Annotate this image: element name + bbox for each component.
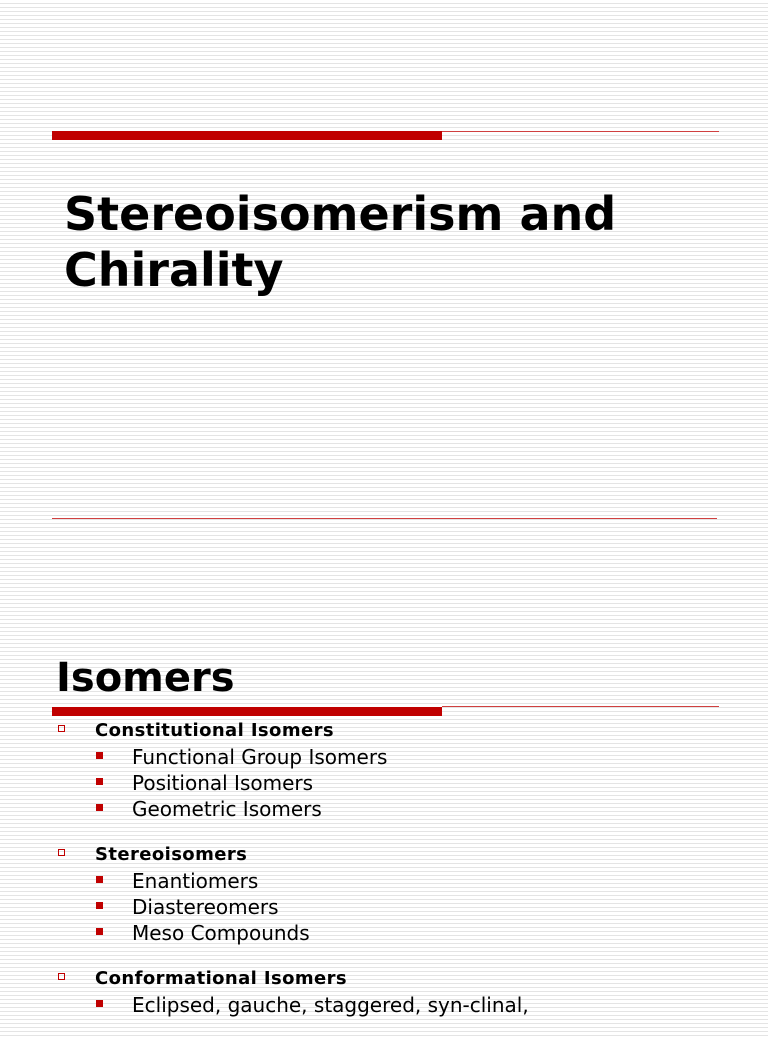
- square-bullet-icon: [96, 778, 103, 785]
- item-label: Geometric Isomers: [132, 797, 322, 821]
- outline-group: [0, 966, 768, 1018]
- item-label: Meso Compounds: [132, 921, 310, 945]
- hollow-square-bullet-icon: [58, 849, 65, 856]
- isomer-outline: [0, 718, 768, 1038]
- group-label: Stereoisomers: [95, 844, 248, 865]
- list-item: [0, 992, 768, 1018]
- list-item: [0, 744, 768, 770]
- slide-title: Stereoisomerism and Chirality: [64, 187, 617, 297]
- square-bullet-icon: [96, 876, 103, 883]
- item-label: Eclipsed, gauche, staggered, syn-clinal,: [132, 993, 529, 1017]
- list-item: [0, 796, 768, 822]
- item-label: Positional Isomers: [132, 771, 314, 795]
- square-bullet-icon: [96, 752, 103, 759]
- list-item: [0, 894, 768, 920]
- accent-rule: [442, 131, 719, 132]
- item-label: Enantiomers: [132, 869, 259, 893]
- isomers-slide: [0, 520, 768, 1024]
- outline-group: [0, 842, 768, 946]
- accent-bar: [52, 131, 442, 140]
- item-label: Diastereomers: [132, 895, 279, 919]
- list-item: [0, 770, 768, 796]
- list-item: [0, 966, 768, 992]
- list-item: [0, 718, 768, 744]
- group-label: Conformational Isomers: [95, 968, 348, 989]
- item-label: Functional Group Isomers: [132, 745, 388, 769]
- hollow-square-bullet-icon: [58, 973, 65, 980]
- hollow-square-bullet-icon: [58, 725, 65, 732]
- outline-group: [0, 718, 768, 822]
- accent-bar: [52, 707, 442, 716]
- list-item: [0, 920, 768, 946]
- square-bullet-icon: [96, 902, 103, 909]
- square-bullet-icon: [96, 804, 103, 811]
- list-item: [0, 868, 768, 894]
- square-bullet-icon: [96, 1000, 103, 1007]
- group-label: Constitutional Isomers: [95, 720, 334, 741]
- square-bullet-icon: [96, 928, 103, 935]
- slide-bottom-rule: [52, 518, 717, 519]
- accent-rule: [442, 706, 719, 707]
- slide-heading: Isomers: [56, 655, 235, 701]
- list-item: [0, 842, 768, 868]
